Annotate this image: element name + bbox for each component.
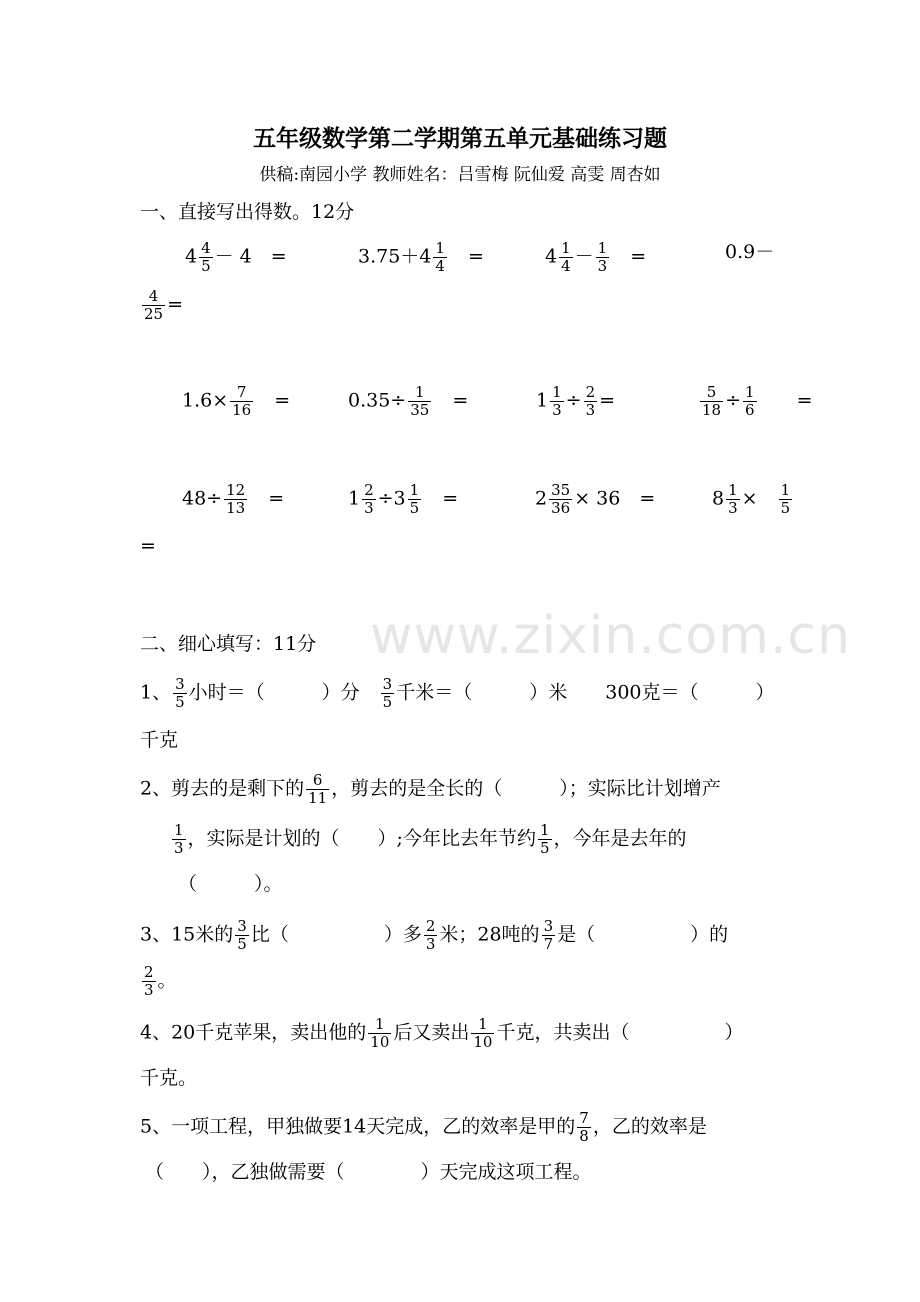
problem-4-prefix: 0.9－ (725, 241, 775, 263)
question-4-unit: 千克。 (140, 1067, 198, 1089)
page-subtitle: 供稿:南园小学 教师姓名：吕雪梅 阮仙爱 高雯 周杏如 (259, 165, 661, 185)
question-5-line2: （ ），乙独做需要（ ）天完成这项工程。 (145, 1161, 592, 1183)
problem-5: 1.6× $\frac{7}{16}$ = (182, 383, 291, 419)
question-1: 1、 $\frac{3}{5}$ 小时＝（ ）分 $\frac{3}{5}$ 千米＝（ ）米 300克＝（ ） (140, 675, 775, 711)
problem-3: 4 $\frac{1}{4}$ － $\frac{1}{3}$ = (545, 239, 647, 275)
question-3: 3、15米的 $\frac{3}{5}$ 比（ ）多 $\frac{2}{3}$ 米；28吨的 $\frac{3}{7}$ 是（ ）的 (140, 917, 729, 953)
section2-heading: 二、细心填写：11分 (140, 633, 317, 655)
question-5: 5、一项工程，甲独做要14天完成，乙的效率是甲的 $\frac{7}{8}$ ，乙的效率是 (140, 1109, 707, 1145)
problem-12: 8 $\frac{1}{3}$ × $\frac{1}{5}$ (712, 481, 791, 517)
problem-1: 4 $\frac{4}{5}$ － 4 = (185, 239, 287, 275)
question-4: 4、20千克苹果，卖出他的 $\frac{1}{10}$ 后又卖出 $\frac{1}{10}$ 千克，共卖出（ ） (140, 1015, 744, 1051)
watermark: www.zixin.com.cn (370, 606, 851, 666)
question-2-line2: $\frac{1}{3}$ ，实际是计划的（ ）;今年比去年节约 $\frac{1}{5}$ ，今年是去年的 (174, 821, 687, 857)
problem-6: 0.35÷ $\frac{1}{35}$ = (348, 383, 469, 419)
problem-7: 1 $\frac{1}{3}$ ÷ $\frac{2}{3}$ = (536, 383, 616, 419)
page-title: 五年级数学第二学期第五单元基础练习题 (253, 126, 667, 152)
problem-10: 1 $\frac{2}{3}$ ÷3 $\frac{1}{5}$ = (348, 481, 459, 517)
problem-12-equals: = (140, 535, 156, 557)
problem-2: 3.75＋4 $\frac{1}{4}$ = (358, 239, 484, 275)
problem-8: $\frac{5}{18}$ ÷ $\frac{1}{6}$ = (702, 383, 813, 419)
question-1-unit: 千克 (140, 729, 179, 751)
problem-4: $\frac{4}{25}$ = (144, 287, 184, 323)
problem-11: 2 $\frac{35}{36}$ × 36 = (535, 481, 656, 517)
question-2: 2、剪去的是剩下的 $\frac{6}{11}$ ，剪去的是全长的（ ）；实际比计划增产 (140, 771, 721, 807)
problem-9: 48÷ $\frac{12}{13}$ = (182, 481, 285, 517)
question-2-line3: （ ）。 (178, 873, 283, 895)
question-3-line2: $\frac{2}{3}$ 。 (144, 963, 177, 999)
section1-heading: 一、直接写出得数。12分 (140, 201, 355, 223)
